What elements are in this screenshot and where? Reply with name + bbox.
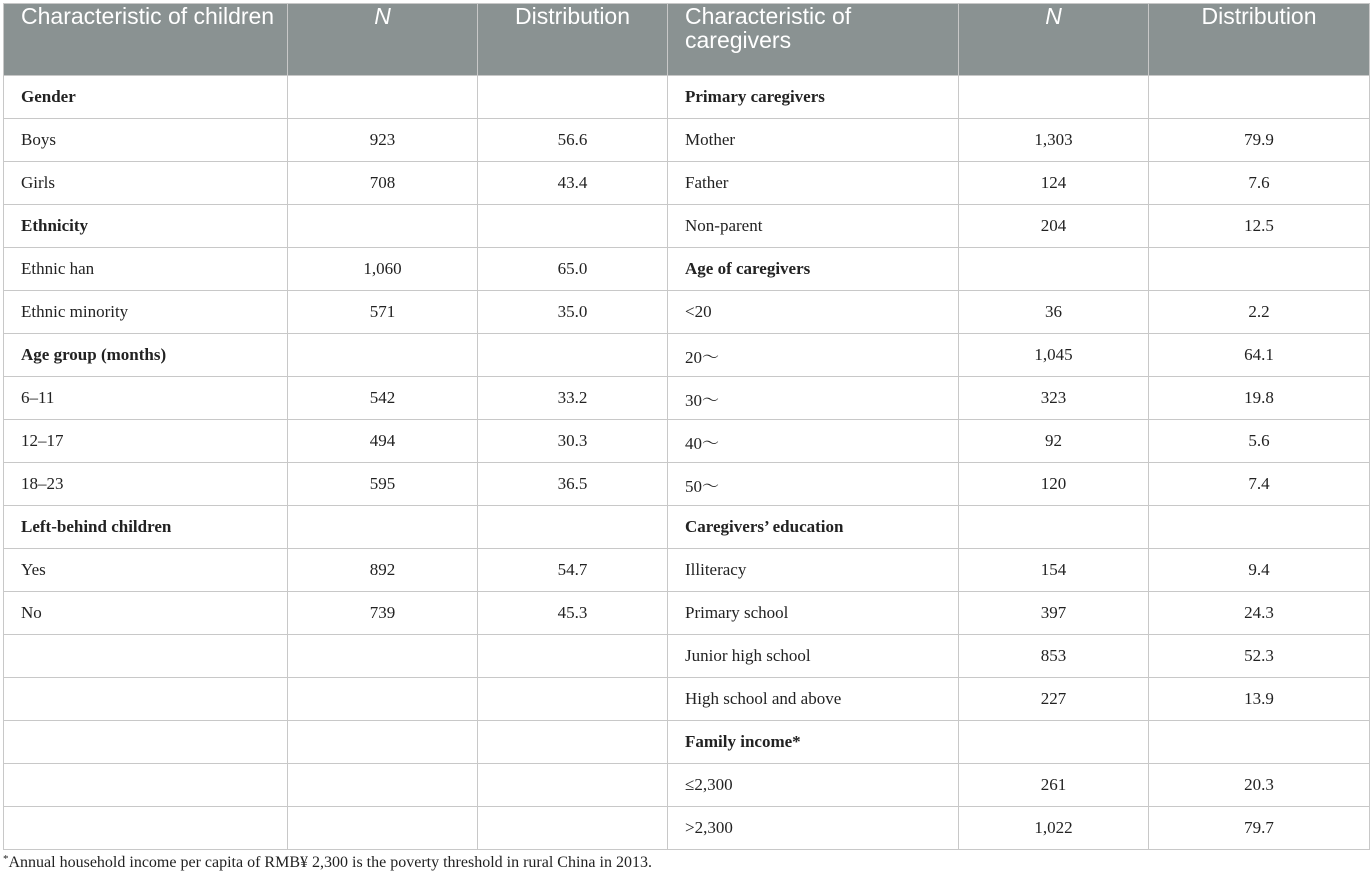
caregiver-n-cell: 1,303 [959, 119, 1149, 162]
caregiver-n-cell: 1,022 [959, 807, 1149, 850]
child-characteristic-cell: Ethnic han [4, 248, 288, 291]
caregiver-characteristic-cell: Primary caregivers [668, 76, 959, 119]
table-row [4, 764, 1370, 807]
caregiver-distribution-cell [1149, 248, 1370, 291]
caregiver-distribution-cell: 19.8 [1149, 377, 1370, 420]
caregiver-characteristic-cell: 50～ [668, 463, 959, 506]
child-characteristic-cell: Boys [4, 119, 288, 162]
caregiver-n-cell: 36 [959, 291, 1149, 334]
child-characteristic-cell: Ethnicity [4, 205, 288, 248]
table-row [4, 334, 1370, 377]
child-distribution-cell: 35.0 [478, 291, 668, 334]
child-n-cell [288, 721, 478, 764]
table-body [4, 76, 1370, 850]
child-n-cell: 708 [288, 162, 478, 205]
child-characteristic-cell: Gender [4, 76, 288, 119]
child-characteristic-cell: Girls [4, 162, 288, 205]
child-distribution-cell: 54.7 [478, 549, 668, 592]
caregiver-characteristic-cell: Primary school [668, 592, 959, 635]
caregiver-characteristic-cell: 40～ [668, 420, 959, 463]
caregiver-distribution-cell: 24.3 [1149, 592, 1370, 635]
child-n-cell: 595 [288, 463, 478, 506]
table-row [4, 678, 1370, 721]
caregiver-distribution-cell: 79.7 [1149, 807, 1370, 850]
header-child-n: N [288, 4, 478, 76]
child-distribution-cell [478, 678, 668, 721]
caregiver-characteristic-cell: Mother [668, 119, 959, 162]
child-distribution-cell [478, 721, 668, 764]
child-characteristic-cell [4, 678, 288, 721]
caregiver-characteristic-cell: Non-parent [668, 205, 959, 248]
table-row [4, 592, 1370, 635]
child-n-cell [288, 807, 478, 850]
table-row [4, 549, 1370, 592]
child-n-cell [288, 764, 478, 807]
table-row [4, 291, 1370, 334]
caregiver-distribution-cell: 20.3 [1149, 764, 1370, 807]
caregiver-characteristic-cell: Illiteracy [668, 549, 959, 592]
header-row [4, 4, 1370, 76]
table-row [4, 721, 1370, 764]
caregiver-distribution-cell: 5.6 [1149, 420, 1370, 463]
header-child-distribution: Distribution [478, 4, 668, 76]
child-distribution-cell [478, 334, 668, 377]
child-characteristic-cell [4, 635, 288, 678]
caregiver-n-cell: 124 [959, 162, 1149, 205]
child-characteristic-cell: 12–17 [4, 420, 288, 463]
child-n-cell [288, 678, 478, 721]
child-distribution-cell [478, 506, 668, 549]
caregiver-distribution-cell: 52.3 [1149, 635, 1370, 678]
caregiver-characteristic-cell: >2,300 [668, 807, 959, 850]
caregiver-characteristic-cell: 20～ [668, 334, 959, 377]
caregiver-n-cell: 204 [959, 205, 1149, 248]
caregiver-n-cell [959, 76, 1149, 119]
child-n-cell [288, 76, 478, 119]
caregiver-distribution-cell: 79.9 [1149, 119, 1370, 162]
child-distribution-cell: 65.0 [478, 248, 668, 291]
caregiver-n-cell: 323 [959, 377, 1149, 420]
child-n-cell [288, 205, 478, 248]
child-distribution-cell [478, 76, 668, 119]
caregiver-distribution-cell: 2.2 [1149, 291, 1370, 334]
table-row [4, 76, 1370, 119]
child-characteristic-cell: Ethnic minority [4, 291, 288, 334]
header-caregiver-n: N [959, 4, 1149, 76]
child-characteristic-cell [4, 764, 288, 807]
child-distribution-cell [478, 764, 668, 807]
child-distribution-cell [478, 807, 668, 850]
caregiver-n-cell: 227 [959, 678, 1149, 721]
child-n-cell: 571 [288, 291, 478, 334]
header-caregiver-distribution: Distribution [1149, 4, 1370, 76]
child-n-cell [288, 635, 478, 678]
child-distribution-cell: 33.2 [478, 377, 668, 420]
caregiver-n-cell: 397 [959, 592, 1149, 635]
caregiver-n-cell [959, 506, 1149, 549]
header-child-characteristic: Characteristic of children [4, 4, 288, 76]
caregiver-characteristic-cell: Age of caregivers [668, 248, 959, 291]
caregiver-n-cell: 853 [959, 635, 1149, 678]
caregiver-characteristic-cell: Family income* [668, 721, 959, 764]
caregiver-characteristic-cell: Junior high school [668, 635, 959, 678]
caregiver-characteristic-cell: High school and above [668, 678, 959, 721]
caregiver-characteristic-cell: Father [668, 162, 959, 205]
table-row [4, 119, 1370, 162]
caregiver-distribution-cell: 7.4 [1149, 463, 1370, 506]
child-distribution-cell: 36.5 [478, 463, 668, 506]
header-caregiver-characteristic: Characteristic of caregivers [668, 4, 959, 76]
table-row [4, 807, 1370, 850]
footnote-marker: * [3, 853, 9, 865]
caregiver-characteristic-cell: 30～ [668, 377, 959, 420]
caregiver-distribution-cell: 7.6 [1149, 162, 1370, 205]
caregiver-distribution-cell: 13.9 [1149, 678, 1370, 721]
caregiver-n-cell: 120 [959, 463, 1149, 506]
table-row [4, 506, 1370, 549]
child-distribution-cell [478, 635, 668, 678]
child-characteristic-cell [4, 721, 288, 764]
footnote [3, 853, 652, 872]
child-n-cell: 739 [288, 592, 478, 635]
child-distribution-cell: 43.4 [478, 162, 668, 205]
child-characteristic-cell: No [4, 592, 288, 635]
caregiver-characteristic-cell: Caregivers’ education [668, 506, 959, 549]
child-n-cell: 1,060 [288, 248, 478, 291]
child-n-cell: 542 [288, 377, 478, 420]
child-n-cell: 892 [288, 549, 478, 592]
caregiver-n-cell: 261 [959, 764, 1149, 807]
caregiver-distribution-cell: 12.5 [1149, 205, 1370, 248]
table-row [4, 463, 1370, 506]
child-distribution-cell: 30.3 [478, 420, 668, 463]
caregiver-distribution-cell [1149, 76, 1370, 119]
child-characteristic-cell: 18–23 [4, 463, 288, 506]
footnote-text: Annual household income per capita of RMB¥ 2,300 is the poverty threshold in rural China in 2013. [8, 854, 652, 871]
child-distribution-cell [478, 205, 668, 248]
caregiver-distribution-cell: 64.1 [1149, 334, 1370, 377]
caregiver-n-cell: 154 [959, 549, 1149, 592]
caregiver-distribution-cell: 9.4 [1149, 549, 1370, 592]
caregiver-characteristic-cell: ≤2,300 [668, 764, 959, 807]
caregiver-distribution-cell [1149, 721, 1370, 764]
child-characteristic-cell: 6–11 [4, 377, 288, 420]
child-distribution-cell: 45.3 [478, 592, 668, 635]
child-n-cell [288, 506, 478, 549]
child-n-cell [288, 334, 478, 377]
child-n-cell: 923 [288, 119, 478, 162]
child-characteristic-cell: Yes [4, 549, 288, 592]
table-row [4, 248, 1370, 291]
table-row [4, 420, 1370, 463]
table-row [4, 635, 1370, 678]
caregiver-n-cell: 92 [959, 420, 1149, 463]
caregiver-distribution-cell [1149, 506, 1370, 549]
caregiver-n-cell [959, 721, 1149, 764]
table-row [4, 205, 1370, 248]
caregiver-n-cell [959, 248, 1149, 291]
caregiver-characteristic-cell: <20 [668, 291, 959, 334]
table-row [4, 162, 1370, 205]
caregiver-n-cell: 1,045 [959, 334, 1149, 377]
table-row [4, 377, 1370, 420]
child-characteristic-cell [4, 807, 288, 850]
child-n-cell: 494 [288, 420, 478, 463]
child-characteristic-cell: Age group (months) [4, 334, 288, 377]
child-characteristic-cell: Left-behind children [4, 506, 288, 549]
child-distribution-cell: 56.6 [478, 119, 668, 162]
characteristics-table [3, 3, 1370, 850]
